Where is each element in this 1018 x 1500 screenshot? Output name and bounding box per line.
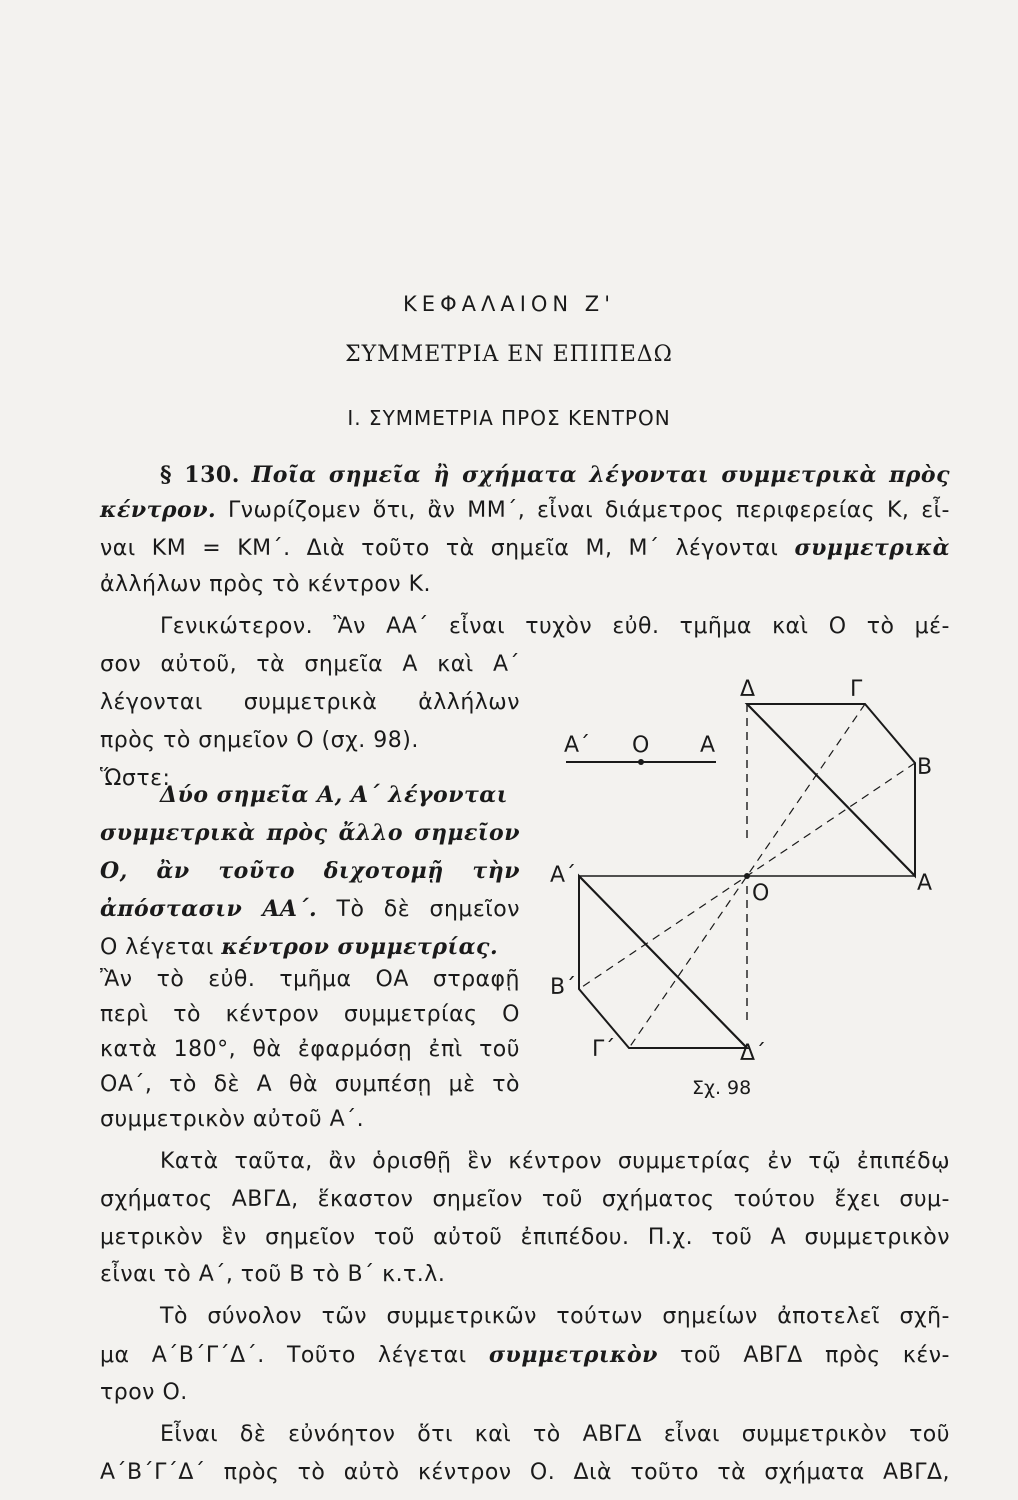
- center-point-o: [744, 873, 750, 879]
- para130-line3-text: ναι ΚΜ = ΚΜ΄. Διὰ τοῦτο τὰ σημεῖα Μ, Μ΄ λέγονται: [100, 536, 795, 561]
- para130-line3: [100, 533, 950, 564]
- label-a-prime: Α΄: [550, 863, 577, 888]
- section-number: § 130.: [160, 462, 240, 488]
- para-gen-line4: πρὸς τὸ σημεῖον Ο (σχ. 98).: [100, 728, 419, 753]
- term-symmetric-figure: συμμετρικὸν: [488, 1342, 658, 1368]
- rotation-line4: ΟΑ΄, τὸ δὲ Α θὰ συμπέσῃ μὲ τὸ: [100, 1072, 520, 1097]
- chapter-heading: ΚΕΦΑΛΑΙΟΝ Ζ': [403, 292, 615, 316]
- para-synolon-line1: Τὸ σύνολον τῶν συμμετρικῶν τούτων σημείων ἀποτελεῖ σχῆ-: [160, 1304, 950, 1329]
- para-synolon-line3: τρον Ο.: [100, 1380, 188, 1405]
- label-b-prime: Β΄: [550, 975, 577, 1000]
- label-beta: Β: [917, 755, 933, 780]
- para-kata-line4: εἶναι τὸ Α΄, τοῦ Β τὸ Β΄ κ.τ.λ.: [100, 1262, 446, 1287]
- label-d-prime: Δ΄: [740, 1041, 767, 1066]
- para-synolon-line2-text: μα Α΄Β΄Γ΄Δ΄. Τοῦτο λέγεται: [100, 1343, 489, 1368]
- chapter-title: ΣΥΜΜΕΤΡΙΑ ΕΝ ΕΠΙΠΕΔΩ: [345, 342, 673, 367]
- figure-caption: Σχ. 98: [692, 1077, 752, 1099]
- definition-line4-text: Τὸ δὲ σημεῖον: [317, 897, 520, 922]
- term-center-of-symmetry: κέντρον συμμετρίας.: [221, 934, 499, 960]
- definition-line1: Δύο σημεῖα Α, Α΄ λέγονται: [160, 782, 508, 808]
- para130-heading: Ποῖα σημεῖα ἢ σχήματα λέγονται συμμετρικὰ πρὸς: [251, 462, 950, 488]
- para-einai-line2: Α΄Β΄Γ΄Δ΄ πρὸς τὸ αὐτὸ κέντρον Ο. Διὰ τοῦτο τὰ σχήματα ΑΒΓΔ,: [100, 1460, 950, 1485]
- para130-line2: [100, 495, 950, 526]
- label-g-prime: Γ΄: [592, 1037, 616, 1062]
- para130-line4: ἀλλήλων πρὸς τὸ κέντρον Κ.: [100, 572, 432, 597]
- term-distance: ἀπόστασιν ΑΑ΄.: [100, 896, 318, 922]
- rotation-line5: συμμετρικὸν αὐτοῦ Α΄.: [100, 1107, 365, 1132]
- para130-line2-text: Γνωρίζομεν ὅτι, ἂν ΜΜ΄, εἶναι διάμετρος περιφερείας Κ, εἶ-: [216, 498, 950, 523]
- shape-abgd-prime-diagonal: [579, 876, 747, 1048]
- term-symmetric: συμμετρικὰ: [794, 535, 950, 561]
- rotation-line2: περὶ τὸ κέντρον συμμετρίας Ο: [100, 1002, 520, 1027]
- para-gen-line2: σον αὐτοῦ, τὰ σημεῖα Α καὶ Α΄: [100, 652, 520, 677]
- para-gen-line5: Ὥστε:: [100, 766, 171, 791]
- label-delta: Δ: [740, 677, 756, 702]
- definition-line5: [100, 932, 520, 963]
- definition-line3: Ο, ἂν τοῦτο διχοτομῇ τὴν: [100, 858, 520, 884]
- para-gen-line1: Γενικώτερον. Ἂν ΑΑ΄ εἶναι τυχὸν εὐθ. τμῆμα καὶ Ο τὸ μέ-: [160, 614, 950, 639]
- shape-abgd-diagonal: [747, 704, 915, 876]
- label-a: Α: [917, 871, 933, 896]
- segment-midpoint: [638, 759, 644, 765]
- seg-label-a: Α: [700, 733, 716, 758]
- para-kata-line1: Κατὰ ταῦτα, ἂν ὁρισθῇ ἓν κέντρον συμμετρίας ἐν τῷ ἐπιπέδῳ: [160, 1149, 950, 1174]
- figure-98: [540, 668, 960, 1108]
- label-o: Ο: [752, 881, 770, 906]
- definition-line4: [100, 894, 520, 925]
- rotation-line1: Ἂν τὸ εὐθ. τμῆμα ΟΑ στραφῇ: [100, 967, 520, 992]
- section-heading: Ι. ΣΥΜΜΕΤΡΙΑ ΠΡΟΣ ΚΕΝΤΡΟΝ: [347, 406, 671, 430]
- para-einai-line1: Εἶναι δὲ εὐνόητον ὅτι καὶ τὸ ΑΒΓΔ εἶναι συμμετρικὸν τοῦ: [160, 1422, 950, 1447]
- para-synolon-line2-rest: τοῦ ΑΒΓΔ πρὸς κέν-: [657, 1343, 950, 1368]
- definition-line2: συμμετρικὰ πρὸς ἄλλο σημεῖον: [100, 820, 520, 846]
- seg-label-o: Ο: [632, 733, 650, 758]
- rotation-line3: κατὰ 180°, θὰ ἐφαρμόσῃ ἐπὶ τοῦ: [100, 1037, 520, 1062]
- para-gen-line3: λέγονται συμμετρικὰ ἀλλήλων: [100, 690, 520, 715]
- seg-label-a-prime: Α΄: [564, 733, 591, 758]
- para-kata-line2: σχήματος ΑΒΓΔ, ἕκαστον σημεῖον τοῦ σχήματος τούτου ἔχει συμ-: [100, 1187, 950, 1212]
- label-gamma: Γ: [850, 677, 863, 702]
- para130-heading2: κέντρον.: [100, 497, 217, 523]
- para-synolon-line2: [100, 1340, 950, 1371]
- definition-line5-text: Ο λέγεται: [100, 935, 222, 960]
- para130-line1: [160, 460, 950, 491]
- para-kata-line3: μετρικὸν ἓν σημεῖον τοῦ αὐτοῦ ἐπιπέδου. Π.χ. τοῦ Α συμμετρικὸν: [100, 1225, 950, 1250]
